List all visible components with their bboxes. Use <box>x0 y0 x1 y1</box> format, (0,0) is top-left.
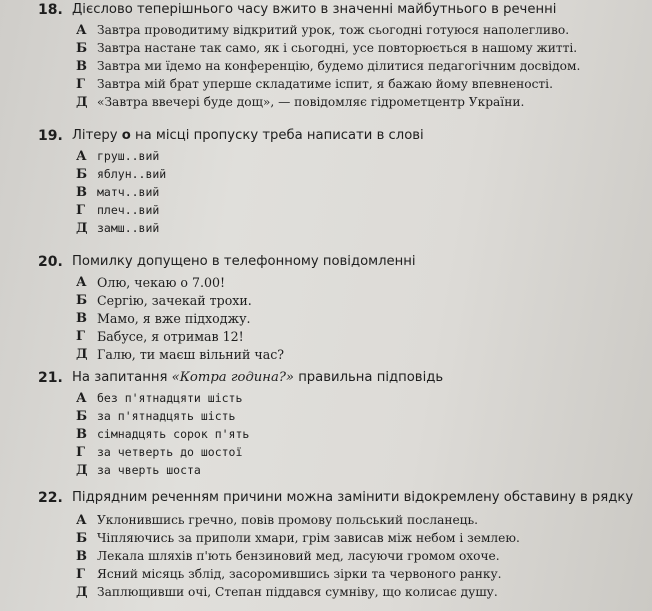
option-text: Мамо, я вже підходжу. <box>97 311 251 326</box>
prompt-after: на місці пропуску треба написати в слові <box>135 128 424 143</box>
option-letter: А <box>76 149 87 164</box>
question-number: 18. <box>38 2 63 18</box>
question-prompt <box>72 370 443 385</box>
question-prompt: Дієслово теперішнього часу вжито в значенні майбутнього в реченні <box>72 2 557 17</box>
answer-option-a[interactable] <box>0 390 652 408</box>
option-letter: В <box>76 549 87 564</box>
prompt-italic: «Котра година?» <box>171 370 294 385</box>
option-text: сімнадцять сорок п'ять <box>97 427 250 441</box>
answer-option-h[interactable] <box>0 444 652 462</box>
question-number: 22. <box>38 490 63 506</box>
option-letter: Г <box>76 203 85 218</box>
answer-option-b[interactable] <box>0 292 652 310</box>
option-letter: Б <box>76 409 88 424</box>
option-letter: А <box>76 23 87 38</box>
question-number: 19. <box>38 128 63 144</box>
answer-option-d[interactable] <box>0 346 652 364</box>
option-letter: Д <box>76 463 88 478</box>
question-prompt: Підрядним реченням причини можна замінити відокремлену обставину в рядку <box>72 490 634 505</box>
option-letter: Б <box>76 293 88 308</box>
question-prompt: Помилку допущено в телефонному повідомленні <box>72 254 416 269</box>
question-header <box>0 126 652 148</box>
option-letter: А <box>76 275 87 290</box>
option-text: Уклонившись гречно, повів промову польський посланець. <box>97 513 479 527</box>
question-19 <box>0 126 652 238</box>
question-22 <box>0 488 652 602</box>
option-text: Завтра мій брат уперше складатиме іспит, я бажаю йому впевненості. <box>97 77 553 91</box>
option-text: Завтра проводитиму відкритий урок, тож сьогодні готуюся наполегливо. <box>97 23 570 37</box>
option-text: замш..вий <box>97 221 160 235</box>
question-number: 21. <box>38 370 63 386</box>
prompt-letter: о <box>121 128 131 143</box>
answer-option-a[interactable] <box>0 512 652 530</box>
option-letter: Б <box>76 41 88 56</box>
option-text: за четверть до шостої <box>97 445 243 459</box>
answer-option-h[interactable] <box>0 202 652 220</box>
answer-option-a[interactable] <box>0 274 652 292</box>
option-text: Бабусе, я отримав 12! <box>97 329 244 344</box>
answer-option-b[interactable] <box>0 166 652 184</box>
option-text: за чверть шоста <box>97 463 201 477</box>
answer-option-v[interactable] <box>0 426 652 444</box>
option-letter: В <box>76 311 87 326</box>
question-18 <box>0 0 652 112</box>
option-text: яблун..вий <box>97 167 167 181</box>
option-text: за п'ятнадцять шість <box>97 409 236 423</box>
option-text: Сергію, зачекай трохи. <box>97 293 252 308</box>
option-text: груш..вий <box>97 149 160 163</box>
answer-option-b[interactable] <box>0 530 652 548</box>
question-20 <box>0 252 652 364</box>
question-header <box>0 0 652 22</box>
question-21 <box>0 368 652 480</box>
answer-option-d[interactable] <box>0 462 652 480</box>
option-text: Завтра настане так само, як і сьогодні, усе повторюється в нашому житті. <box>97 41 578 55</box>
answer-option-h[interactable] <box>0 76 652 94</box>
option-text: Лекала шляхів п'ють бензиновий мед, ласуючи громом охоче. <box>97 549 500 563</box>
option-text: Олю, чекаю о 7.00! <box>97 275 226 290</box>
option-text: «Завтра ввечері буде дощ», — повідомляє гідрометцентр України. <box>97 95 525 109</box>
option-letter: Д <box>76 221 88 236</box>
answer-option-h[interactable] <box>0 328 652 346</box>
option-text: Галю, ти маєш вільний час? <box>97 347 285 362</box>
option-text: Ясний місяць зблід, засоромившись зірки та червоного ранку. <box>97 567 502 581</box>
prompt-before: На запитання <box>72 370 168 385</box>
answer-option-d[interactable] <box>0 94 652 112</box>
answer-option-b[interactable] <box>0 40 652 58</box>
answer-option-v[interactable] <box>0 548 652 566</box>
answer-option-b[interactable] <box>0 408 652 426</box>
answer-option-a[interactable] <box>0 22 652 40</box>
option-letter: Б <box>76 531 88 546</box>
answer-option-v[interactable] <box>0 58 652 76</box>
question-prompt <box>72 128 424 143</box>
answer-option-d[interactable] <box>0 220 652 238</box>
option-letter: Г <box>76 567 85 582</box>
option-letter: А <box>76 513 87 528</box>
answer-option-a[interactable] <box>0 148 652 166</box>
option-letter: Г <box>76 329 85 344</box>
option-letter: А <box>76 391 87 406</box>
prompt-after: правильна підповідь <box>298 370 444 385</box>
option-letter: Д <box>76 95 88 110</box>
option-letter: Г <box>76 445 85 460</box>
option-text: плеч..вий <box>97 203 160 217</box>
question-number: 20. <box>38 254 63 270</box>
prompt-before: Літеру <box>72 128 118 143</box>
question-header <box>0 488 652 512</box>
option-letter: Б <box>76 167 88 182</box>
answer-option-d[interactable] <box>0 584 652 602</box>
option-text: Заплющивши очі, Степан піддався сумніву, що колисає душу. <box>97 585 498 599</box>
option-text: Завтра ми їдемо на конференцію, будемо ділитися педагогічним досвідом. <box>97 59 581 73</box>
option-text: матч..вий <box>97 185 160 199</box>
option-letter: В <box>76 59 87 74</box>
option-letter: В <box>76 185 87 200</box>
answer-option-v[interactable] <box>0 310 652 328</box>
option-letter: Д <box>76 347 88 362</box>
question-header <box>0 252 652 274</box>
answer-option-h[interactable] <box>0 566 652 584</box>
option-letter: В <box>76 427 87 442</box>
option-text: Чіпляючись за приполи хмари, грім зависав між небом і землею. <box>97 531 520 545</box>
answer-option-v[interactable] <box>0 184 652 202</box>
option-letter: Д <box>76 585 88 600</box>
option-letter: Г <box>76 77 85 92</box>
option-text: без п'ятнадцяти шість <box>97 391 243 405</box>
question-header <box>0 368 652 390</box>
